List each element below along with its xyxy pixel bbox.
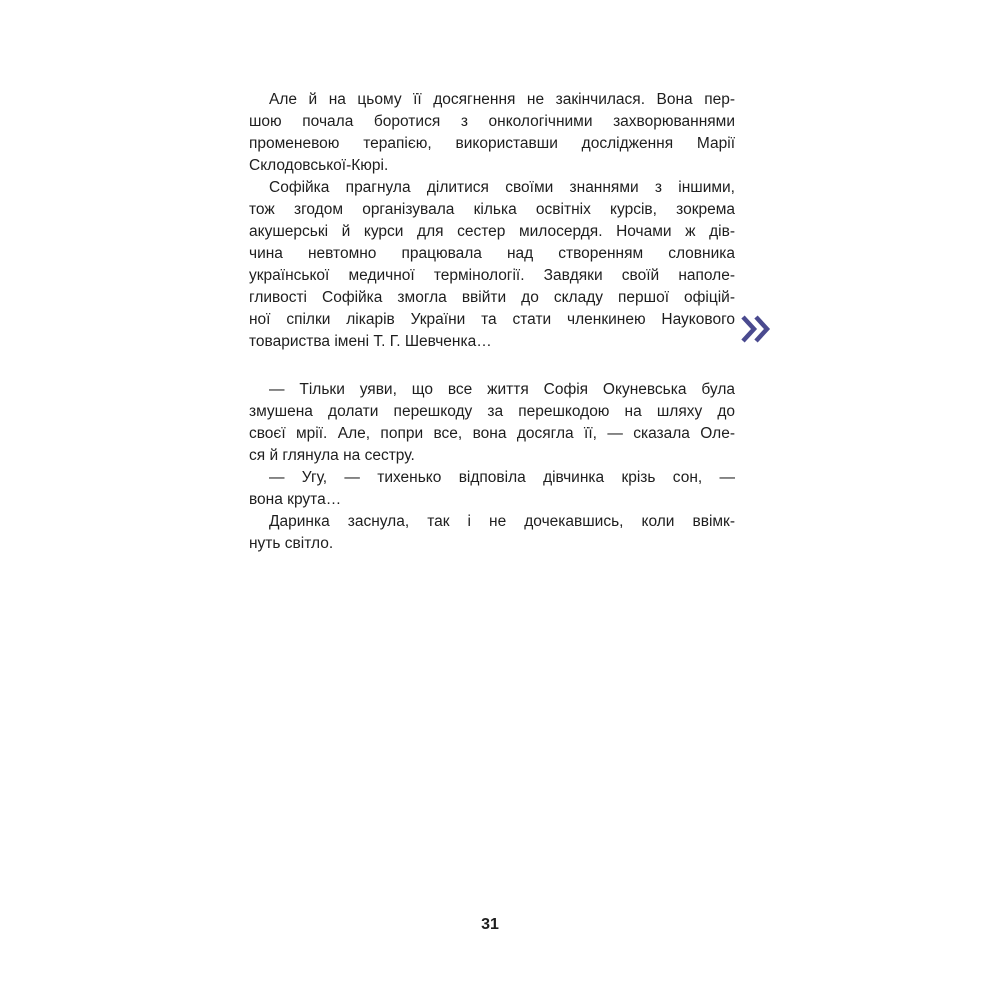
paragraph-line: вона крута… xyxy=(249,491,342,508)
paragraph-line: нуть світло. xyxy=(249,535,334,552)
paragraph-line: — Угу, — тихенько відповіла дівчинка крізь сон, — xyxy=(269,469,735,486)
text-section-main xyxy=(249,89,735,353)
paragraph-line: променевою терапією, використавши дослідження Марії xyxy=(249,135,735,152)
paragraph-line: тож згодом організувала кілька освітніх курсів, зокрема xyxy=(249,201,735,218)
paragraph-line: товариства імені Т. Г. Шевченка… xyxy=(249,333,492,350)
next-page-arrow-icon[interactable] xyxy=(739,311,775,347)
paragraph-line: Софійка прагнула ділитися своїми знаннями з іншими, xyxy=(269,179,735,196)
paragraph-line: шою почала боротися з онкологічними захворюваннями xyxy=(249,113,735,130)
paragraph-line: змушена долати перешкоду за перешкодою на шляху до xyxy=(249,403,735,420)
paragraph-line: ної спілки лікарів України та стати членкинею Наукового xyxy=(249,311,735,328)
paragraph-line: української медичної термінології. Завдяки своїй наполе- xyxy=(249,267,735,284)
paragraph-line: чина невтомно працювала над створенням словника xyxy=(249,245,735,262)
paragraph-line: Але й на цьому її досягнення не закінчилася. Вона пер- xyxy=(269,91,735,108)
paragraph-line: акушерські й курси для сестер милосердя. Ночами ж дів- xyxy=(249,223,735,240)
paragraph-line: ся й глянула на сестру. xyxy=(249,447,415,464)
paragraph-line: — Тільки уяви, що все життя Софія Окуневська була xyxy=(269,381,735,398)
double-chevron-right-icon xyxy=(739,311,775,347)
page-number: 31 xyxy=(481,916,499,933)
text-section-dialogue xyxy=(249,379,735,555)
paragraph-line: своєї мрії. Але, попри все, вона досягла її, — сказала Оле- xyxy=(249,425,735,442)
paragraph-line: Даринка заснула, так і не дочекавшись, коли ввімк- xyxy=(269,513,735,530)
paragraph-line: гливості Софійка змогла ввійти до складу першої офіцій- xyxy=(249,289,735,306)
paragraph-line: Склодовської-Кюрі. xyxy=(249,157,389,174)
